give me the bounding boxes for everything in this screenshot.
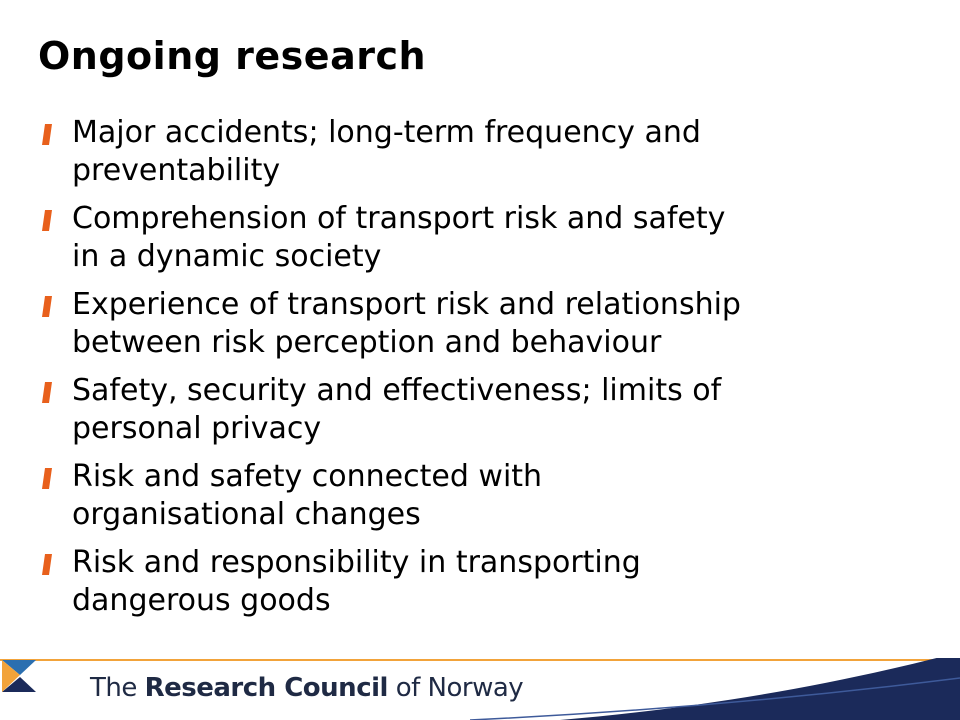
council-logo-icon bbox=[0, 658, 38, 694]
brand-pre: The bbox=[90, 673, 137, 703]
bullet-text-line1: Comprehension of transport risk and safety bbox=[72, 201, 726, 236]
brand-bold: Research Council bbox=[144, 673, 388, 703]
bullet-text-line1: Risk and responsibility in transporting bbox=[72, 545, 641, 580]
bullet-text-line2: in a dynamic society bbox=[72, 239, 382, 274]
bullet-text-line2: organisational changes bbox=[72, 497, 421, 532]
bullet-list bbox=[40, 114, 940, 630]
bullet-text-line2: dangerous goods bbox=[72, 583, 331, 618]
bullet-marker-icon bbox=[42, 382, 52, 403]
bullet-marker-icon bbox=[42, 554, 52, 575]
bullet-item bbox=[40, 286, 940, 362]
brand-name bbox=[90, 671, 523, 705]
bullet-item bbox=[40, 200, 940, 276]
bullet-text-line1: Experience of transport risk and relationship bbox=[72, 287, 741, 322]
bullet-text-line1: Risk and safety connected with bbox=[72, 459, 543, 494]
bullet-text-line2: between risk perception and behaviour bbox=[72, 325, 662, 360]
bullet-marker-icon bbox=[42, 124, 52, 145]
footer bbox=[0, 658, 960, 720]
slide-title: Ongoing research bbox=[38, 34, 427, 78]
bullet-item bbox=[40, 114, 940, 190]
bullet-text-line2: personal privacy bbox=[72, 411, 322, 446]
bullet-marker-icon bbox=[42, 468, 52, 489]
bullet-text-line2: preventability bbox=[72, 153, 281, 188]
brand-post: of Norway bbox=[395, 673, 524, 703]
bullet-text-line1: Safety, security and effectiveness; limits of bbox=[72, 373, 722, 408]
bullet-item bbox=[40, 458, 940, 534]
footer-orange-line bbox=[0, 660, 960, 662]
bullet-marker-icon bbox=[42, 296, 52, 317]
bullet-item bbox=[40, 544, 940, 620]
bullet-item bbox=[40, 372, 940, 448]
bullet-text-line1: Major accidents; long-term frequency and bbox=[72, 115, 701, 150]
bullet-marker-icon bbox=[42, 210, 52, 231]
